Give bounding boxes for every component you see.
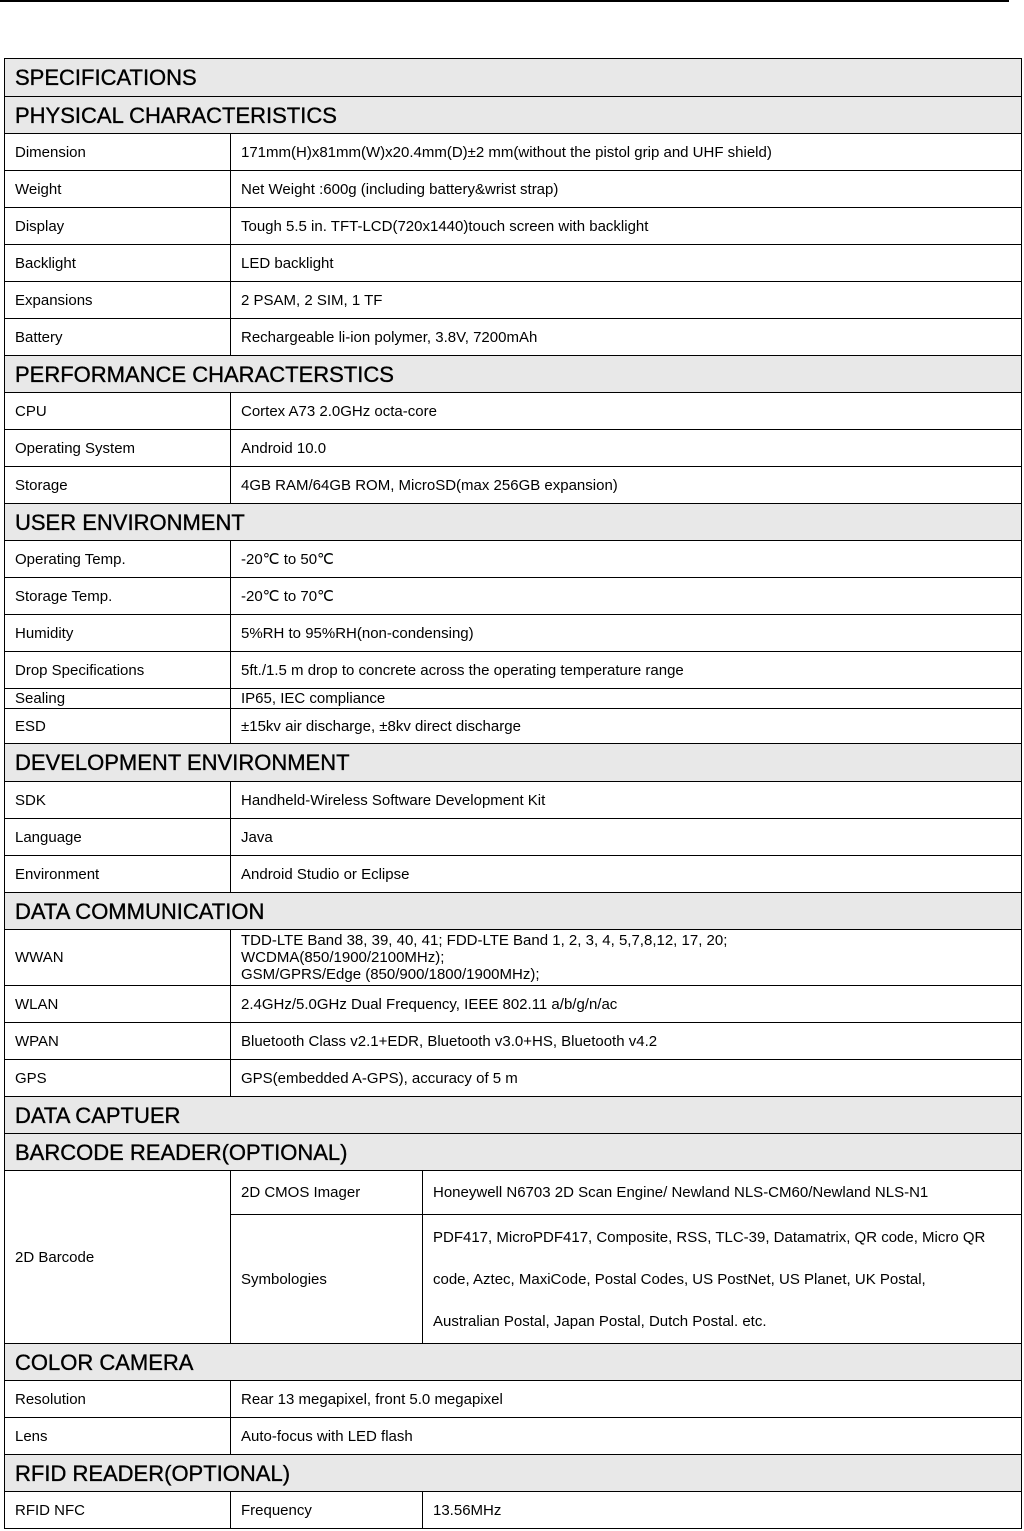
row-label: Battery [5, 319, 231, 356]
row-label: WPAN [5, 1023, 231, 1060]
row-label: Storage [5, 467, 231, 504]
symbologies-line: code, Aztec, MaxiCode, Postal Codes, US PostNet, US Planet, UK Postal, [433, 1271, 926, 1288]
row-value: 5ft./1.5 m drop to concrete across the operating temperature range [231, 652, 1022, 689]
spec-title: SPECIFICATIONS [5, 59, 1022, 97]
spec-table [4, 58, 1022, 1529]
row-label: Environment [5, 856, 231, 893]
top-rule [0, 0, 1009, 2]
row-label: Drop Specifications [5, 652, 231, 689]
row-value: Auto-focus with LED flash [231, 1418, 1022, 1455]
row-value: ±15kv air discharge, ±8kv direct discharge [231, 709, 1022, 744]
row-value-wwan [231, 930, 1022, 986]
row-label: GPS [5, 1060, 231, 1097]
wwan-line: GSM/GPRS/Edge (850/900/1800/1900MHz); [241, 966, 540, 983]
row-label: Lens [5, 1418, 231, 1455]
symbologies-value [423, 1215, 1022, 1344]
row-value: Rechargeable li-ion polymer, 3.8V, 7200mAh [231, 319, 1022, 356]
row-label: SDK [5, 782, 231, 819]
row-value: Android 10.0 [231, 430, 1022, 467]
row-value: 5%RH to 95%RH(non-condensing) [231, 615, 1022, 652]
row-label: Operating System [5, 430, 231, 467]
section-color-camera: COLOR CAMERA [5, 1344, 1022, 1381]
row-label: Weight [5, 171, 231, 208]
section-development-environment: DEVELOPMENT ENVIRONMENT [5, 744, 1022, 782]
row-value: -20℃ to 70℃ [231, 578, 1022, 615]
row-label: Storage Temp. [5, 578, 231, 615]
section-rfid-reader: RFID READER(OPTIONAL) [5, 1455, 1022, 1492]
row-value: Cortex A73 2.0GHz octa-core [231, 393, 1022, 430]
sub-label: Symbologies [231, 1215, 423, 1344]
row-label: CPU [5, 393, 231, 430]
row-label: Expansions [5, 282, 231, 319]
row-label: Dimension [5, 134, 231, 171]
row-label: WLAN [5, 986, 231, 1023]
row-value: 4GB RAM/64GB ROM, MicroSD(max 256GB expansion) [231, 467, 1022, 504]
section-barcode-reader: BARCODE READER(OPTIONAL) [5, 1134, 1022, 1171]
row-label: Operating Temp. [5, 541, 231, 578]
row-label: Language [5, 819, 231, 856]
section-performance: PERFORMANCE CHARACTERSTICS [5, 356, 1022, 393]
row-value: 2 PSAM, 2 SIM, 1 TF [231, 282, 1022, 319]
row-value: Handheld-Wireless Software Development Kit [231, 782, 1022, 819]
row-label: ESD [5, 709, 231, 744]
row-value: 171mm(H)x81mm(W)x20.4mm(D)±2 mm(without the pistol grip and UHF shield) [231, 134, 1022, 171]
row-value: 2.4GHz/5.0GHz Dual Frequency, IEEE 802.11 a/b/g/n/ac [231, 986, 1022, 1023]
row-label: Humidity [5, 615, 231, 652]
row-value: Android Studio or Eclipse [231, 856, 1022, 893]
wwan-line: WCDMA(850/1900/2100MHz); [241, 949, 445, 966]
row-value: Net Weight :600g (including battery&wrist strap) [231, 171, 1022, 208]
row-value: -20℃ to 50℃ [231, 541, 1022, 578]
section-user-environment: USER ENVIRONMENT [5, 504, 1022, 541]
row-value: Tough 5.5 in. TFT-LCD(720x1440)touch screen with backlight [231, 208, 1022, 245]
row-label: Backlight [5, 245, 231, 282]
sub-label: 2D CMOS Imager [231, 1171, 423, 1215]
sub-label: Frequency [231, 1492, 423, 1529]
sub-value: 13.56MHz [423, 1492, 1022, 1529]
row-label: Resolution [5, 1381, 231, 1418]
sub-value: Honeywell N6703 2D Scan Engine/ Newland NLS-CM60/Newland NLS-N1 [423, 1171, 1022, 1215]
row-label: WWAN [5, 930, 231, 986]
section-physical: PHYSICAL CHARACTERISTICS [5, 97, 1022, 134]
symbologies-line: PDF417, MicroPDF417, Composite, RSS, TLC-39, Datamatrix, QR code, Micro QR [433, 1229, 986, 1246]
row-value: Bluetooth Class v2.1+EDR, Bluetooth v3.0+HS, Bluetooth v4.2 [231, 1023, 1022, 1060]
symbologies-line: Australian Postal, Japan Postal, Dutch Postal. etc. [433, 1313, 767, 1330]
wwan-line: TDD-LTE Band 38, 39, 40, 41; FDD-LTE Band 1, 2, 3, 4, 5,7,8,12, 17, 20; [241, 932, 728, 949]
row-label: 2D Barcode [5, 1171, 231, 1344]
row-label: RFID NFC [5, 1492, 231, 1529]
row-value: GPS(embedded A-GPS), accuracy of 5 m [231, 1060, 1022, 1097]
row-label: Sealing [5, 689, 231, 709]
section-data-communication: DATA COMMUNICATION [5, 893, 1022, 930]
row-value: Rear 13 megapixel, front 5.0 megapixel [231, 1381, 1022, 1418]
section-data-capture: DATA CAPTUER [5, 1097, 1022, 1134]
row-value: LED backlight [231, 245, 1022, 282]
row-label: Display [5, 208, 231, 245]
row-value: IP65, IEC compliance [231, 689, 1022, 709]
row-value: Java [231, 819, 1022, 856]
